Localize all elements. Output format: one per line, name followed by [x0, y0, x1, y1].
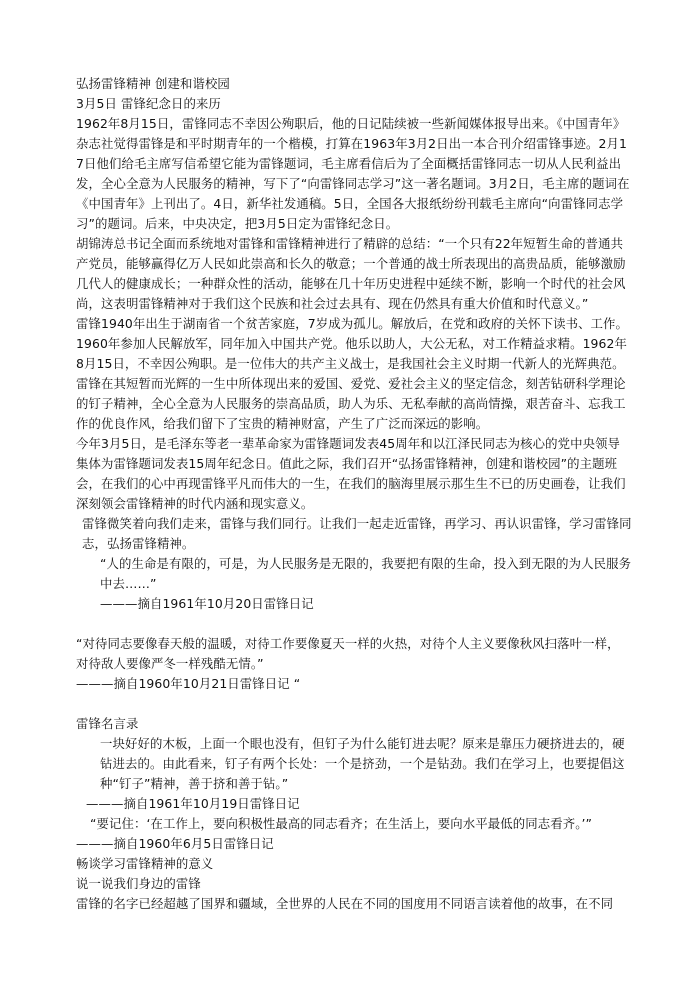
- document-page: [76, 74, 632, 914]
- hu-jintao-paragraph: 胡锦涛总书记全面而系统地对雷锋和雷锋精神进行了精辟的总结：“一个只有22年短暂生命的普通共产党员，能够赢得亿万人民如此崇高和长久的敬意；一个普通的战士所表现出的高贵品质，能够激励几代人的健康成长；一种群众性的活动，能够在几十年历史进程中延续不断，影响一个时代的社会风尚，这表明雷锋精神对于我们这个民族和社会过去具有、现在仍然具有重大价值和时代意义。”: [76, 236, 626, 311]
- meeting-paragraph: 今年3月5日，是毛泽东等老一辈革命家为雷锋题词发表45周年和以江泽民同志为核心的党中央领导集体为雷锋题词发表15周年纪念日。值此之际，我们召开“弘扬雷锋精神，创建和谐校园”的主题班会，在我们的心中再现雷锋平凡而伟大的一生，在我们的脑海里展示那生生不已的历史画卷，让我们深刻领会雷锋精神的时代内涵和现实意义。: [76, 436, 626, 511]
- diary-quote-3: 一块好好的木板，上面一个眼也没有，但钉子为什么能钉进去呢？原来是靠压力硬挤进去的，硬钻进去的。由此看来，钉子有两个长处：一个是挤劲，一个是钻劲。我们在学习上，也要提倡这种“钉子”精神，善于挤和善于钻。”: [100, 736, 625, 791]
- diary-quote-2-source: ———摘自1960年10月21日雷锋日记 “: [76, 676, 301, 691]
- closing-line: 雷锋的名字已经超越了国界和疆域，全世界的人民在不同的国度用不同语言读着他的故事，在不同: [76, 896, 614, 911]
- biography-paragraph: 雷锋1940年出生于湖南省一个贫苦家庭，7岁成为孤儿。解放后，在党和政府的关怀下读书、工作。1960年参加人民解放军，同年加入中国共产党。他乐以助人，大公无私，对工作精益求精。1962年8月15日，不幸因公殉职。是一位伟大的共产主义战士，是我国社会主义时期一代新人的光辉典范。雷锋在其短暂而光辉的一生中所体现出来的爱国、爱党、爱社会主义的坚定信念，刻苦钻研科学理论的钉子精神，全心全意为人民服务的崇高品质，助人为乐、无私奉献的高尚情操，艰苦奋斗、忘我工作的优良作风，给我们留下了宝贵的精神财富，产生了广泛而深远的影响。: [76, 316, 629, 431]
- famous-quotes-heading: 雷锋名言录: [76, 716, 139, 731]
- diary-quote-1-source: ———摘自1961年10月20日雷锋日记: [100, 596, 314, 611]
- origin-paragraph: 1962年8月15日，雷锋同志不幸因公殉职后，他的日记陆续被一些新闻媒体报导出来。《中国青年》杂志社觉得雷锋是和平时期青年的一个楷模，打算在1963年3月2日出一本合刊介绍雷锋事迹。2月17日他们给毛主席写信希望它能为雷锋题词，毛主席看信后为了全面概括雷锋同志一切从人民利益出发，全心全意为人民服务的精神，写下了“向雷锋同志学习”这一著名题词。3月2日，毛主席的题词在《中国青年》上刊出了。4日，新华社发通稿。5日，全国各大报纸纷纷刊载毛主席向“向雷锋同志学习”的题词。后来，中央决定，把3月5日定为雷锋纪念日。: [76, 116, 630, 231]
- diary-quote-4-source: ———摘自1960年6月5日雷锋日记: [76, 836, 274, 851]
- smile-paragraph: 雷锋微笑着向我们走来，雷锋与我们同行。让我们一起走近雷锋，再学习、再认识雷锋，学习雷锋同志，弘扬雷锋精神。: [82, 516, 632, 551]
- diary-quote-1: “人的生命是有限的，可是，为人民服务是无限的，我要把有限的生命，投入到无限的为人民服务中去……”: [100, 556, 632, 591]
- section-heading-around-us: 说一说我们身边的雷锋: [76, 876, 201, 891]
- diary-quote-2: “对待同志要像春天般的温暖，对待工作要像夏天一样的火热，对待个人主义要像秋风扫落叶一样，对待敌人要像严冬一样残酷无情。”: [76, 636, 620, 671]
- document-title: 弘扬雷锋精神 创建和谐校园: [76, 76, 230, 91]
- section-subtitle: 3月5日 雷锋纪念日的来历: [76, 96, 221, 111]
- section-heading-meaning: 畅谈学习雷锋精神的意义: [76, 856, 214, 871]
- diary-quote-3-source: ———摘自1961年10月19日雷锋日记: [86, 796, 300, 811]
- diary-quote-4: “要记住：‘在工作上，要向积极性最高的同志看齐；在生活上，要向水平最低的同志看齐。’”: [90, 816, 593, 831]
